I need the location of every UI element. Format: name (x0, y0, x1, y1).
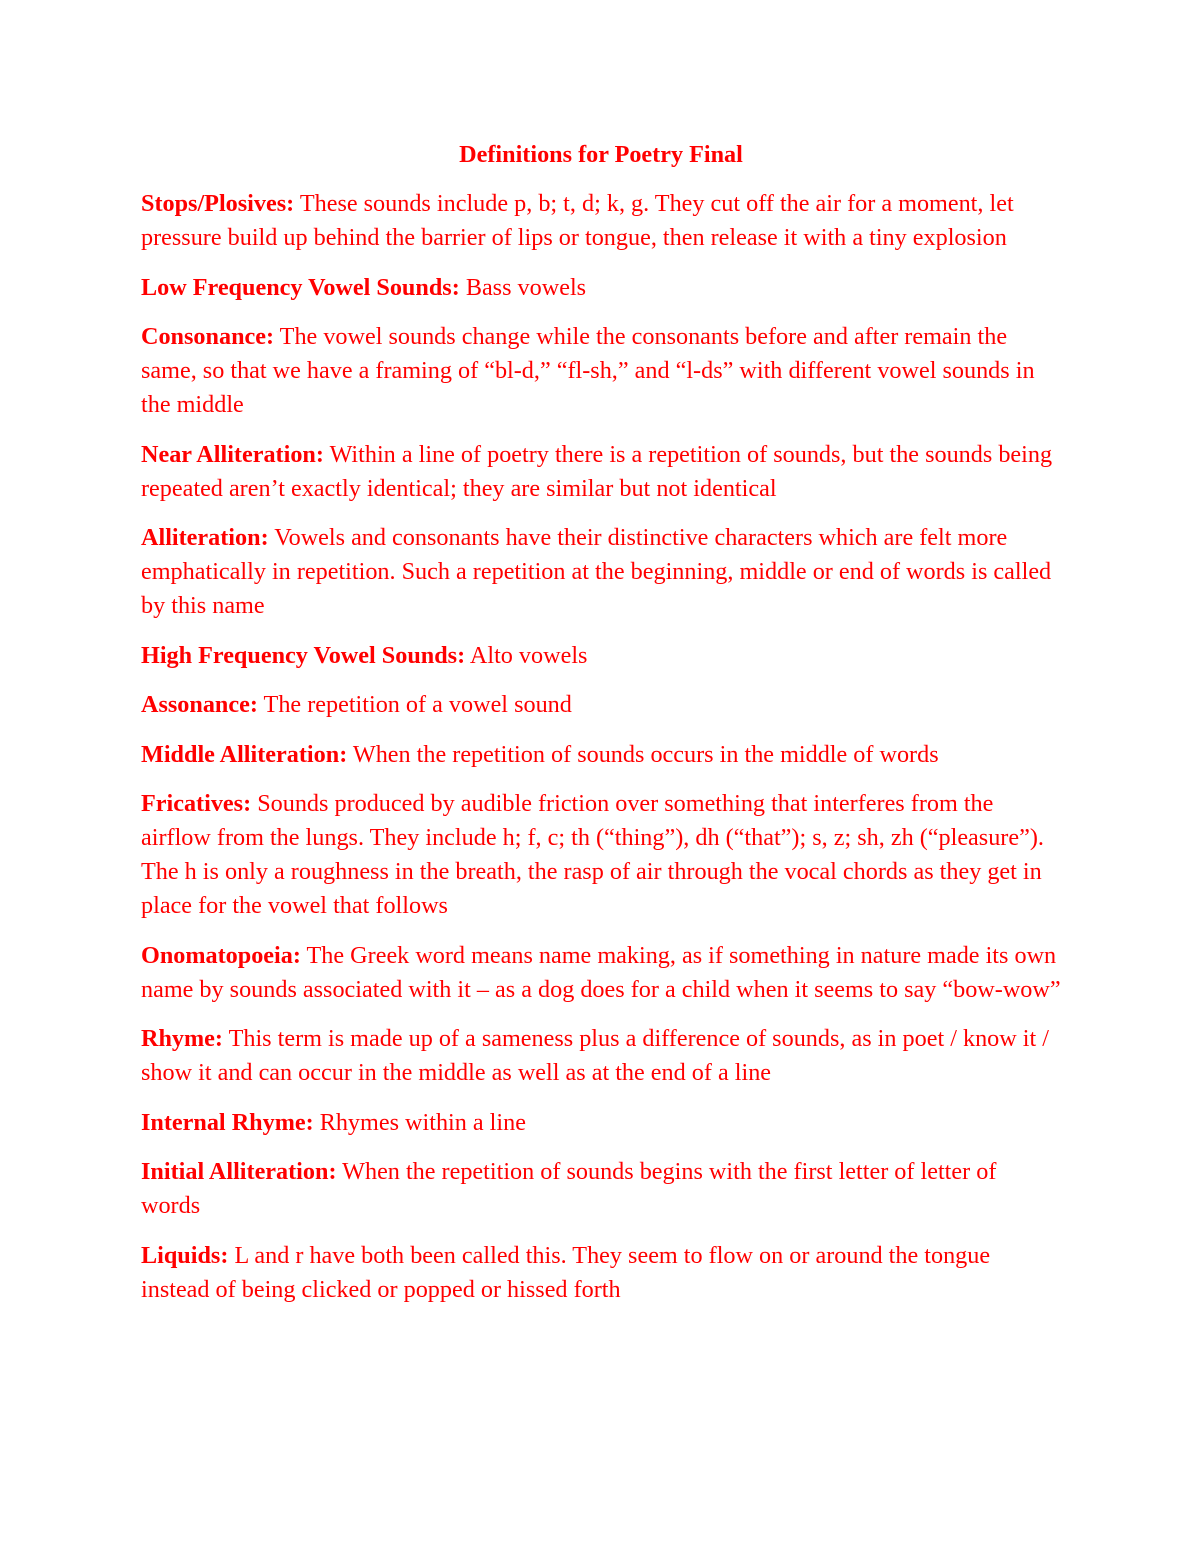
definition-text: Sounds produced by audible friction over something that interferes from the airflow from the lungs. They include h; f, c; th (“thing”), dh (“that”); s, z; sh, zh (“pleasure”). The h is only a roughness in the breath, the rasp of air through the vocal chords as they get in place for the vowel that follows (141, 790, 1044, 919)
definition-term: Internal Rhyme: (141, 1108, 314, 1136)
definition-term: Near Alliteration: (141, 440, 324, 468)
definition-text: L and r have both been called this. They seem to flow on or around the tongue instead of being clicked or popped or hissed forth (141, 1241, 991, 1303)
definition-text: Vowels and consonants have their distinctive characters which are felt more emphatically in repetition. Such a repetition at the beginning, middle or end of words is called by this name (141, 524, 1052, 619)
definition-entry (141, 738, 1061, 772)
definition-entry (141, 1022, 1061, 1090)
definition-entry (141, 187, 1061, 255)
definition-entry (141, 1239, 1061, 1307)
definition-term: Assonance: (141, 691, 258, 718)
definition-term: Initial Alliteration: (141, 1158, 337, 1185)
definition-term: Middle Alliteration: (141, 740, 348, 768)
definition-entry (141, 1106, 1061, 1140)
definition-entry (141, 320, 1061, 422)
definition-text: Bass vowels (465, 273, 587, 301)
definition-entry (141, 688, 1061, 722)
definition-entry (141, 521, 1061, 623)
definition-term: Fricatives: (141, 790, 252, 817)
definition-entry (141, 271, 1061, 305)
definition-term: Stops/Plosives: (141, 190, 295, 217)
definition-text: These sounds include p, b; t, d; k, g. They cut off the air for a moment, let pressure build up behind the barrier of lips or tongue, then release it with a tiny explosion (141, 190, 1014, 251)
document-title: Definitions for Poetry Final (459, 141, 743, 168)
definition-term: Alliteration: (141, 524, 269, 551)
definition-text: The vowel sounds change while the consonants before and after remain the same, so that we have a framing of “bl-d,” “fl-sh,” and “l-ds” with different vowel sounds in the middle (141, 323, 1035, 418)
definition-text: When the repetition of sounds begins with the first letter of letter of words (141, 1158, 997, 1219)
definition-text: Within a line of poetry there is a repetition of sounds, but the sounds being repeated aren’t exactly identical; they are similar but not identical (141, 440, 1053, 502)
definition-text: Alto vowels (469, 641, 588, 669)
definition-text: Rhymes within a line (319, 1108, 526, 1136)
definition-term: Low Frequency Vowel Sounds: (141, 273, 460, 301)
definition-entry (141, 787, 1061, 923)
definition-entry (141, 639, 1061, 673)
definition-term: Rhyme: (141, 1025, 223, 1052)
definition-text: The repetition of a vowel sound (263, 691, 572, 718)
definition-term: Consonance: (141, 323, 275, 350)
definition-entry (141, 939, 1061, 1007)
definition-term: Onomatopoeia: (141, 941, 301, 969)
definition-entry (141, 438, 1061, 506)
document-body (141, 138, 1061, 1322)
definition-text: The Greek word means name making, as if something in nature made its own name by sounds associated with it – as a dog does for a child when it seems to say “bow-wow” (141, 941, 1061, 1003)
definition-text: This term is made up of a sameness plus a difference of sounds, as in poet / know it / show it and can occur in the middle as well as at the end of a line (141, 1025, 1049, 1086)
definition-term: Liquids: (141, 1241, 229, 1269)
definition-entry (141, 1155, 1061, 1223)
definition-term: High Frequency Vowel Sounds: (141, 641, 466, 669)
definition-list (141, 187, 1061, 1307)
definition-text: When the repetition of sounds occurs in the middle of words (352, 740, 939, 768)
